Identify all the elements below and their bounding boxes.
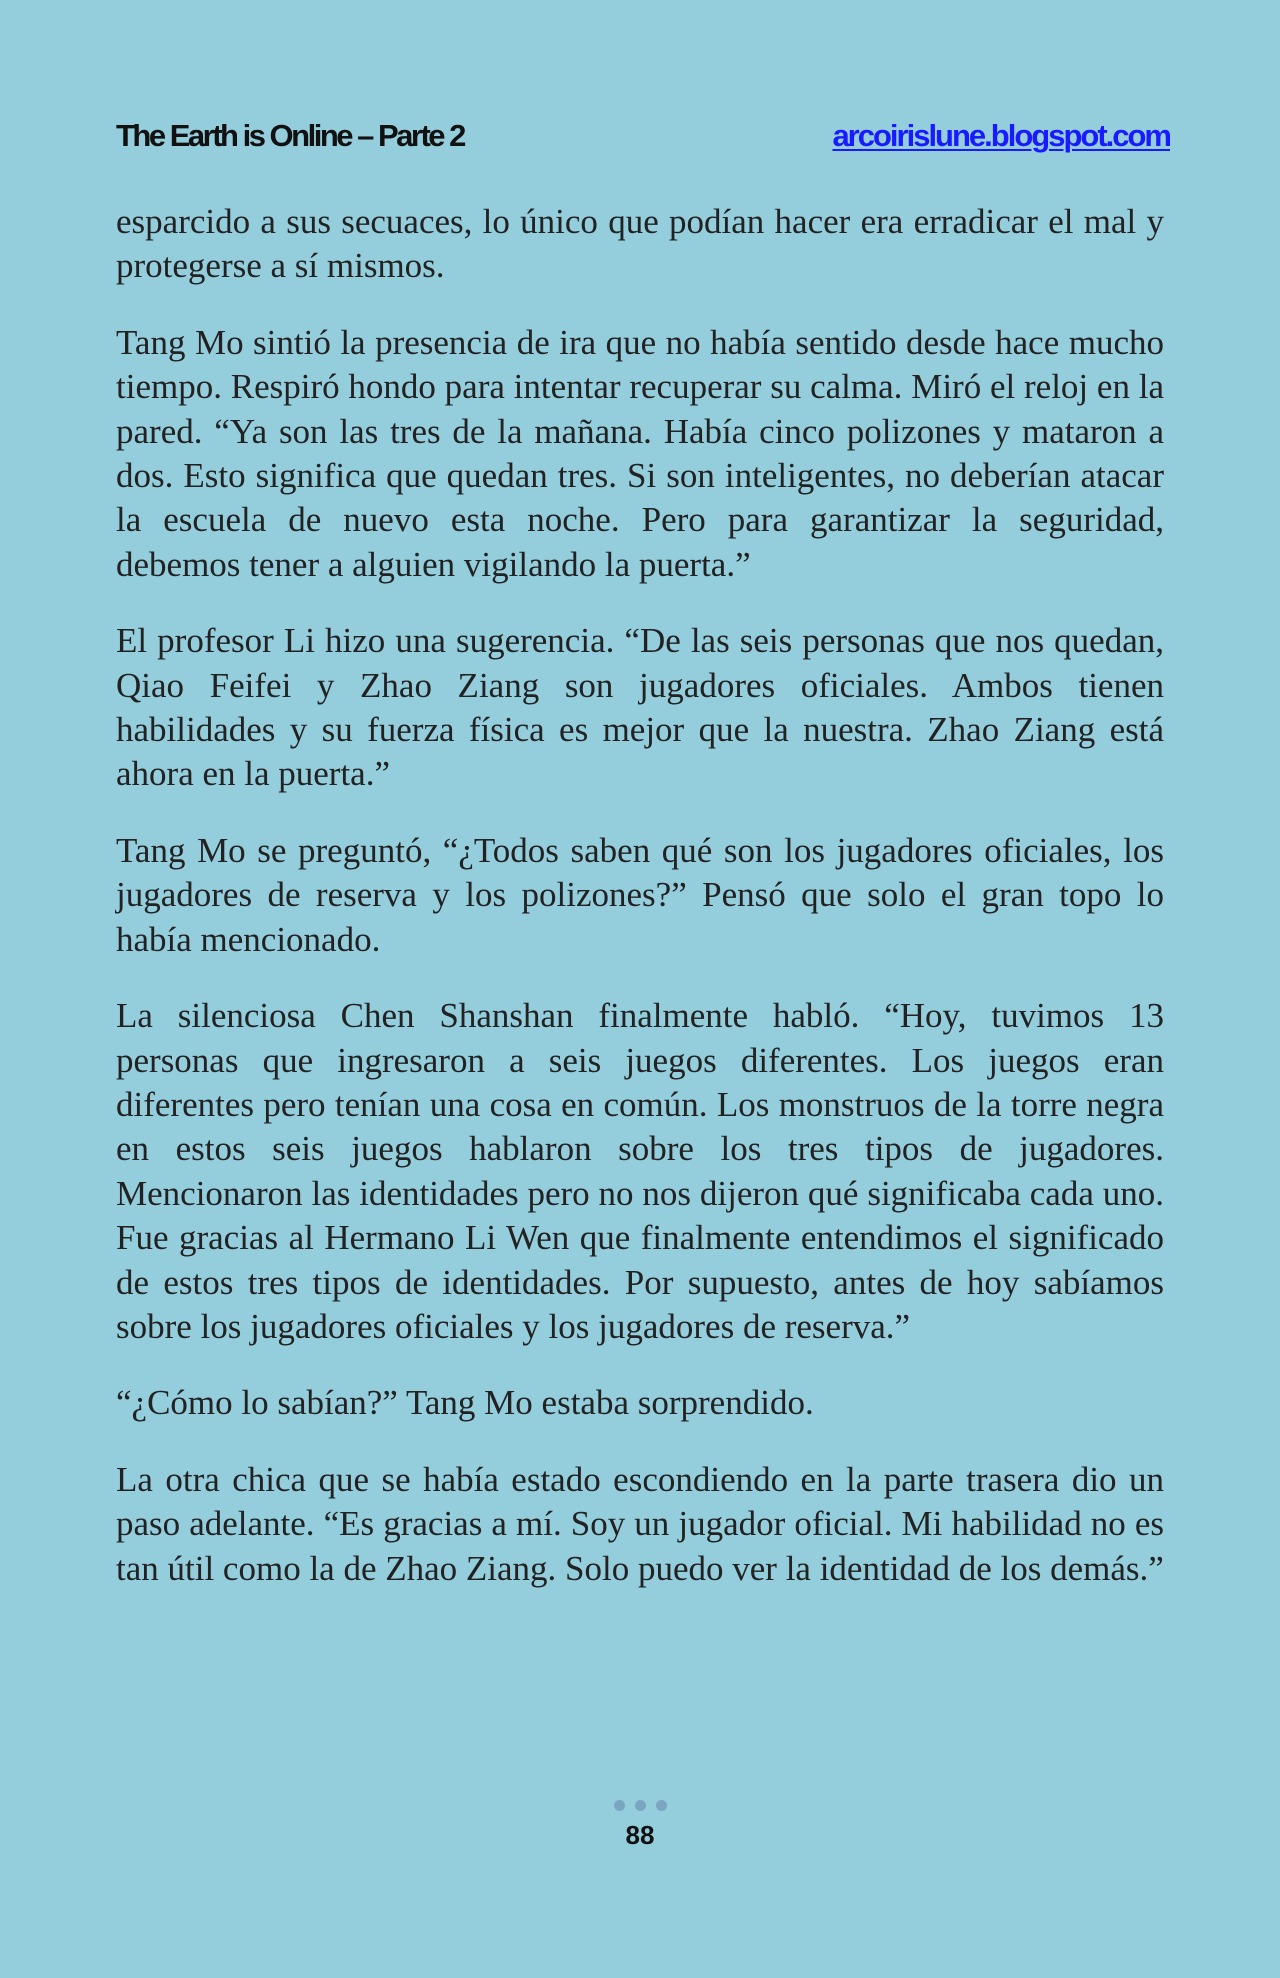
paragraph-7: La otra chica que se había estado escondiendo en la parte trasera dio un paso adelante. “Es gracias a mí. Soy un jugador oficial. Mi habilidad no es tan útil como la de Zhao Ziang. Solo puedo ver la identidad de los demás.” xyxy=(116,1459,1164,1588)
paragraph-3: El profesor Li hizo una sugerencia. “De las seis personas que nos quedan, Qiao Feifei y Zhao Ziang son jugadores oficiales. Ambos tienen habilidades y su fuerza física es mejor que la nuestra. Zhao Ziang está ahora en la puerta.” xyxy=(116,621,1164,794)
page-number: 88 xyxy=(625,1820,655,1850)
book-title: The Earth is Online – Parte 2 xyxy=(116,118,464,153)
page-body xyxy=(116,200,1164,1623)
dot-icon xyxy=(656,1800,667,1811)
paragraph-2: Tang Mo sintió la presencia de ira que no había sentido desde hace mucho tiempo. Respiró hondo para intentar recuperar su calma. Miró el reloj en la pared. “Ya son las tres de la mañana. Había cinco polizones y mataron a dos. Esto significa que quedan tres. Si son inteligentes, no deberían atacar la escuela de nuevo esta noche. Pero para garantizar la seguridad, debemos tener a alguien vigilando la puerta.” xyxy=(116,322,1164,584)
paragraph-5: La silenciosa Chen Shanshan finalmente habló. “Hoy, tuvimos 13 personas que ingresaron a seis juegos diferentes. Los juegos eran diferentes pero tenían una cosa en común. Los monstruos de la torre negra en estos seis juegos hablaron sobre los tres tipos de jugadores. Mencionaron las identidades pero no nos dijeron qué significaba cada uno. Fue gracias al Hermano Li Wen que finalmente entendimos el significado de estos tres tipos de identidades. Por supuesto, antes de hoy sabíamos sobre los jugadores oficiales y los jugadores de reserva.” xyxy=(116,996,1164,1346)
page-header xyxy=(116,118,1170,168)
site-link[interactable]: arcoirislune.blogspot.com xyxy=(832,118,1170,153)
page-footer xyxy=(0,1800,1280,1851)
paragraph-1: esparcido a sus secuaces, lo único que podían hacer era erradicar el mal y protegerse a sí mismos. xyxy=(116,202,1164,286)
paragraph-4: Tang Mo se preguntó, “¿Todos saben qué son los jugadores oficiales, los jugadores de reserva y los polizones?” Pensó que solo el gran topo lo había mencionado. xyxy=(116,830,1164,959)
paragraph-6: “¿Cómo lo sabían?” Tang Mo estaba sorprendido. xyxy=(116,1383,814,1423)
dot-icon xyxy=(614,1800,625,1811)
dot-icon xyxy=(635,1800,646,1811)
footer-dots-decoration xyxy=(0,1800,1280,1814)
